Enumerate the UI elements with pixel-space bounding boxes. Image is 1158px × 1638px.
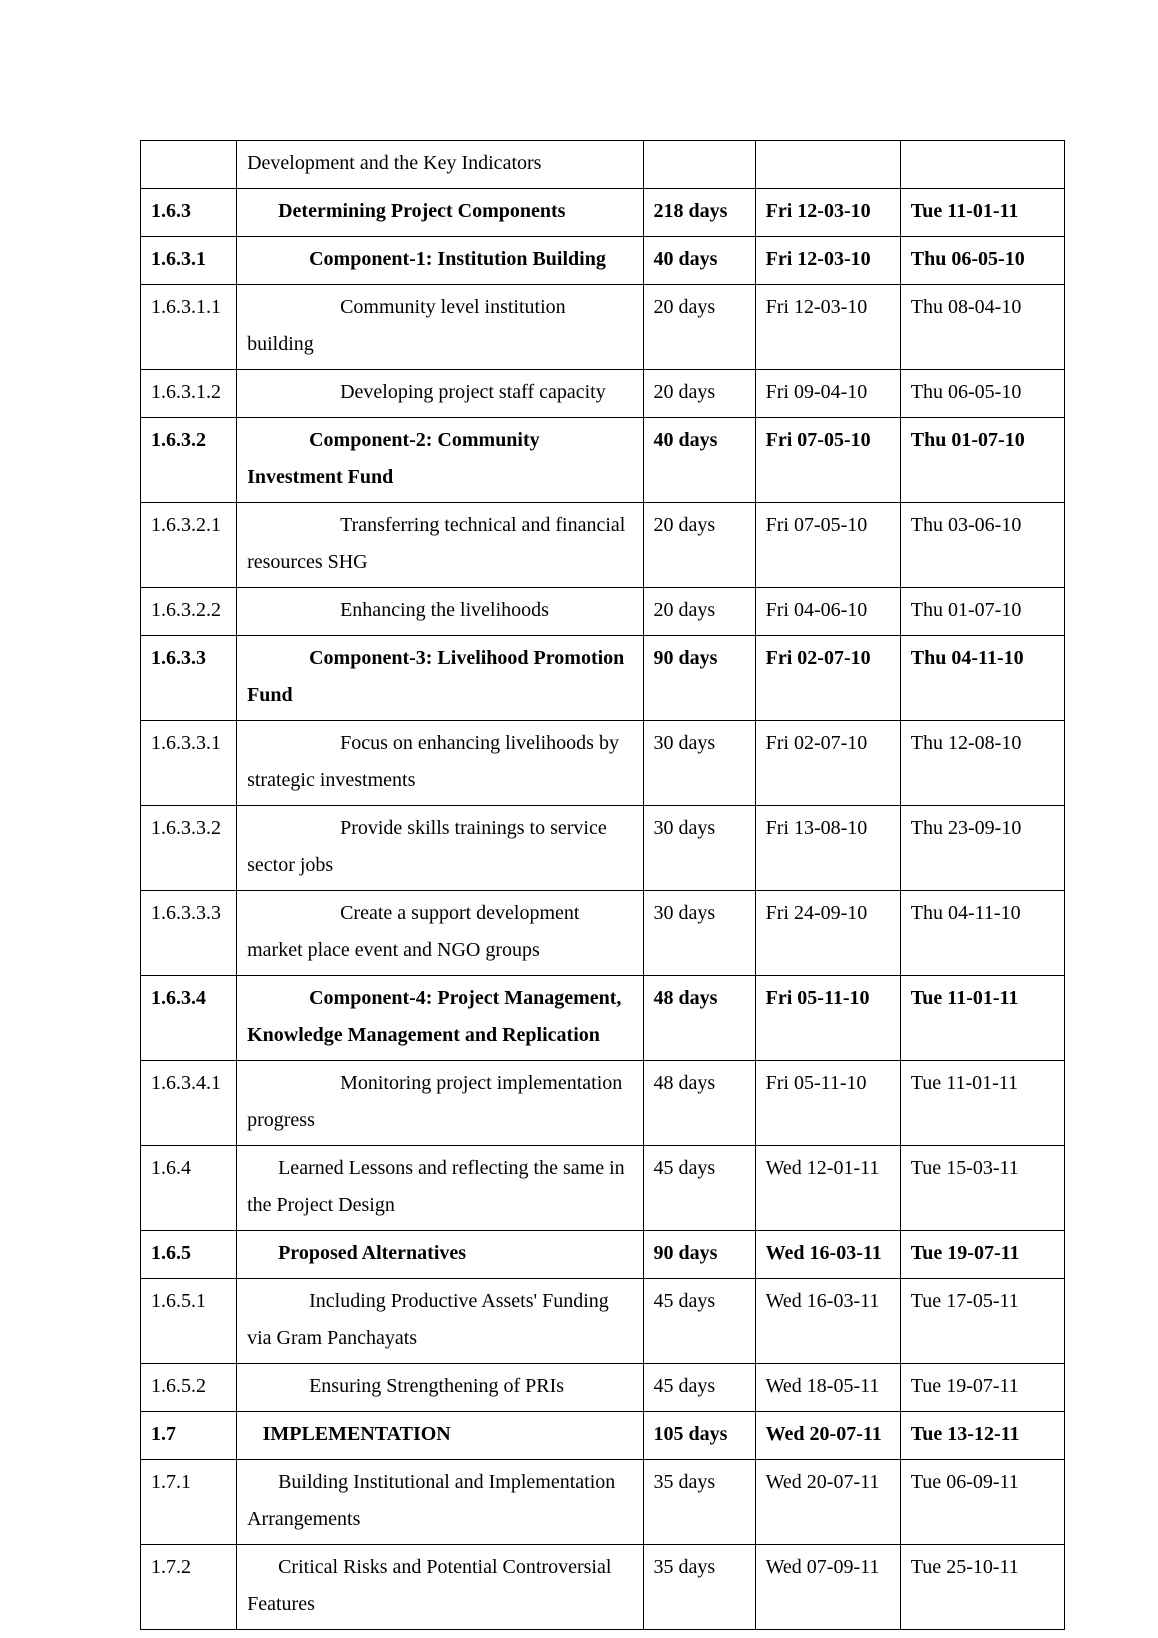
duration-cell: 48 days	[643, 1061, 755, 1146]
start-date-cell: Fri 02-07-10	[755, 636, 900, 721]
start-date-cell	[755, 141, 900, 189]
task-name-cell: Determining Project Components	[237, 189, 643, 237]
table-row	[141, 891, 1065, 976]
start-date-cell: Fri 09-04-10	[755, 370, 900, 418]
duration-cell: 45 days	[643, 1364, 755, 1412]
project-schedule-table	[140, 140, 1065, 1630]
start-date-cell: Fri 24-09-10	[755, 891, 900, 976]
duration-cell: 20 days	[643, 285, 755, 370]
duration-cell: 30 days	[643, 891, 755, 976]
start-date-cell: Fri 05-11-10	[755, 976, 900, 1061]
task-id-cell: 1.6.3.1	[141, 237, 237, 285]
table-row	[141, 1364, 1065, 1412]
finish-date-cell: Thu 06-05-10	[900, 237, 1064, 285]
duration-cell: 30 days	[643, 721, 755, 806]
duration-cell: 218 days	[643, 189, 755, 237]
task-id-cell: 1.6.5.2	[141, 1364, 237, 1412]
duration-cell: 40 days	[643, 418, 755, 503]
table-row	[141, 189, 1065, 237]
start-date-cell: Fri 04-06-10	[755, 588, 900, 636]
start-date-cell: Fri 02-07-10	[755, 721, 900, 806]
task-id-cell: 1.6.5.1	[141, 1279, 237, 1364]
finish-date-cell: Thu 23-09-10	[900, 806, 1064, 891]
task-id-cell: 1.7	[141, 1412, 237, 1460]
finish-date-cell: Thu 06-05-10	[900, 370, 1064, 418]
duration-cell: 105 days	[643, 1412, 755, 1460]
table-row	[141, 418, 1065, 503]
task-id-cell: 1.6.3.3.3	[141, 891, 237, 976]
start-date-cell: Fri 12-03-10	[755, 189, 900, 237]
table-row	[141, 1460, 1065, 1545]
schedule-body	[141, 141, 1065, 1630]
duration-cell: 20 days	[643, 370, 755, 418]
task-id-cell: 1.6.5	[141, 1231, 237, 1279]
finish-date-cell: Tue 06-09-11	[900, 1460, 1064, 1545]
table-row	[141, 503, 1065, 588]
task-id-cell: 1.6.3.2	[141, 418, 237, 503]
task-name-cell: Monitoring project implementation progress	[237, 1061, 643, 1146]
finish-date-cell: Tue 25-10-11	[900, 1545, 1064, 1630]
task-id-cell: 1.6.3.4	[141, 976, 237, 1061]
table-row	[141, 1545, 1065, 1630]
duration-cell: 45 days	[643, 1279, 755, 1364]
duration-cell: 30 days	[643, 806, 755, 891]
task-id-cell: 1.6.3.1.1	[141, 285, 237, 370]
finish-date-cell: Tue 11-01-11	[900, 189, 1064, 237]
finish-date-cell: Thu 08-04-10	[900, 285, 1064, 370]
finish-date-cell: Tue 13-12-11	[900, 1412, 1064, 1460]
task-id-cell: 1.6.3.1.2	[141, 370, 237, 418]
start-date-cell: Fri 12-03-10	[755, 285, 900, 370]
finish-date-cell: Thu 01-07-10	[900, 418, 1064, 503]
start-date-cell: Fri 07-05-10	[755, 418, 900, 503]
task-name-cell: Proposed Alternatives	[237, 1231, 643, 1279]
task-id-cell: 1.6.3.2.2	[141, 588, 237, 636]
finish-date-cell: Tue 11-01-11	[900, 976, 1064, 1061]
finish-date-cell: Tue 19-07-11	[900, 1231, 1064, 1279]
duration-cell: 20 days	[643, 503, 755, 588]
start-date-cell: Fri 07-05-10	[755, 503, 900, 588]
start-date-cell: Wed 07-09-11	[755, 1545, 900, 1630]
start-date-cell: Wed 18-05-11	[755, 1364, 900, 1412]
task-name-cell: Enhancing the livelihoods	[237, 588, 643, 636]
task-name-cell: Component-2: Community Investment Fund	[237, 418, 643, 503]
duration-cell: 90 days	[643, 1231, 755, 1279]
task-id-cell: 1.7.1	[141, 1460, 237, 1545]
start-date-cell: Fri 12-03-10	[755, 237, 900, 285]
finish-date-cell: Thu 03-06-10	[900, 503, 1064, 588]
duration-cell: 20 days	[643, 588, 755, 636]
task-name-cell: Component-1: Institution Building	[237, 237, 643, 285]
finish-date-cell: Tue 19-07-11	[900, 1364, 1064, 1412]
task-name-cell: Community level institution building	[237, 285, 643, 370]
finish-date-cell: Tue 15-03-11	[900, 1146, 1064, 1231]
task-name-cell: Learned Lessons and reflecting the same in the Project Design	[237, 1146, 643, 1231]
finish-date-cell: Tue 11-01-11	[900, 1061, 1064, 1146]
table-row	[141, 1061, 1065, 1146]
task-id-cell: 1.6.3.3	[141, 636, 237, 721]
duration-cell: 48 days	[643, 976, 755, 1061]
table-row	[141, 636, 1065, 721]
table-row	[141, 1231, 1065, 1279]
task-id-cell: 1.7.2	[141, 1545, 237, 1630]
task-name-cell: Focus on enhancing livelihoods by strategic investments	[237, 721, 643, 806]
task-name-cell: Component-4: Project Management, Knowledge Management and Replication	[237, 976, 643, 1061]
duration-cell: 35 days	[643, 1460, 755, 1545]
task-name-cell: Component-3: Livelihood Promotion Fund	[237, 636, 643, 721]
task-name-cell: Critical Risks and Potential Controversial Features	[237, 1545, 643, 1630]
task-name-cell: Transferring technical and financial resources SHG	[237, 503, 643, 588]
table-row	[141, 1412, 1065, 1460]
finish-date-cell: Thu 01-07-10	[900, 588, 1064, 636]
finish-date-cell: Thu 12-08-10	[900, 721, 1064, 806]
start-date-cell: Fri 05-11-10	[755, 1061, 900, 1146]
table-row	[141, 721, 1065, 806]
task-name-cell: Including Productive Assets' Funding via Gram Panchayats	[237, 1279, 643, 1364]
finish-date-cell	[900, 141, 1064, 189]
start-date-cell: Wed 16-03-11	[755, 1279, 900, 1364]
task-name-cell: Building Institutional and Implementation Arrangements	[237, 1460, 643, 1545]
task-id-cell: 1.6.3.3.1	[141, 721, 237, 806]
duration-cell: 90 days	[643, 636, 755, 721]
table-row	[141, 588, 1065, 636]
start-date-cell: Wed 20-07-11	[755, 1460, 900, 1545]
table-row	[141, 976, 1065, 1061]
finish-date-cell: Tue 17-05-11	[900, 1279, 1064, 1364]
table-row	[141, 1146, 1065, 1231]
start-date-cell: Wed 12-01-11	[755, 1146, 900, 1231]
task-name-cell: Create a support development market place event and NGO groups	[237, 891, 643, 976]
start-date-cell: Wed 16-03-11	[755, 1231, 900, 1279]
task-name-cell: Developing project staff capacity	[237, 370, 643, 418]
task-name-cell: IMPLEMENTATION	[237, 1412, 643, 1460]
finish-date-cell: Thu 04-11-10	[900, 636, 1064, 721]
task-id-cell	[141, 141, 237, 189]
task-name-cell: Ensuring Strengthening of PRIs	[237, 1364, 643, 1412]
task-id-cell: 1.6.3.4.1	[141, 1061, 237, 1146]
table-row	[141, 806, 1065, 891]
table-row	[141, 285, 1065, 370]
duration-cell: 35 days	[643, 1545, 755, 1630]
task-id-cell: 1.6.3.3.2	[141, 806, 237, 891]
table-row	[141, 237, 1065, 285]
task-id-cell: 1.6.3.2.1	[141, 503, 237, 588]
table-row	[141, 1279, 1065, 1364]
duration-cell	[643, 141, 755, 189]
duration-cell: 40 days	[643, 237, 755, 285]
task-id-cell: 1.6.3	[141, 189, 237, 237]
table-row	[141, 141, 1065, 189]
task-name-cell: Provide skills trainings to service sector jobs	[237, 806, 643, 891]
finish-date-cell: Thu 04-11-10	[900, 891, 1064, 976]
start-date-cell: Wed 20-07-11	[755, 1412, 900, 1460]
start-date-cell: Fri 13-08-10	[755, 806, 900, 891]
table-row	[141, 370, 1065, 418]
task-id-cell: 1.6.4	[141, 1146, 237, 1231]
task-name-cell: Development and the Key Indicators	[237, 141, 643, 189]
duration-cell: 45 days	[643, 1146, 755, 1231]
